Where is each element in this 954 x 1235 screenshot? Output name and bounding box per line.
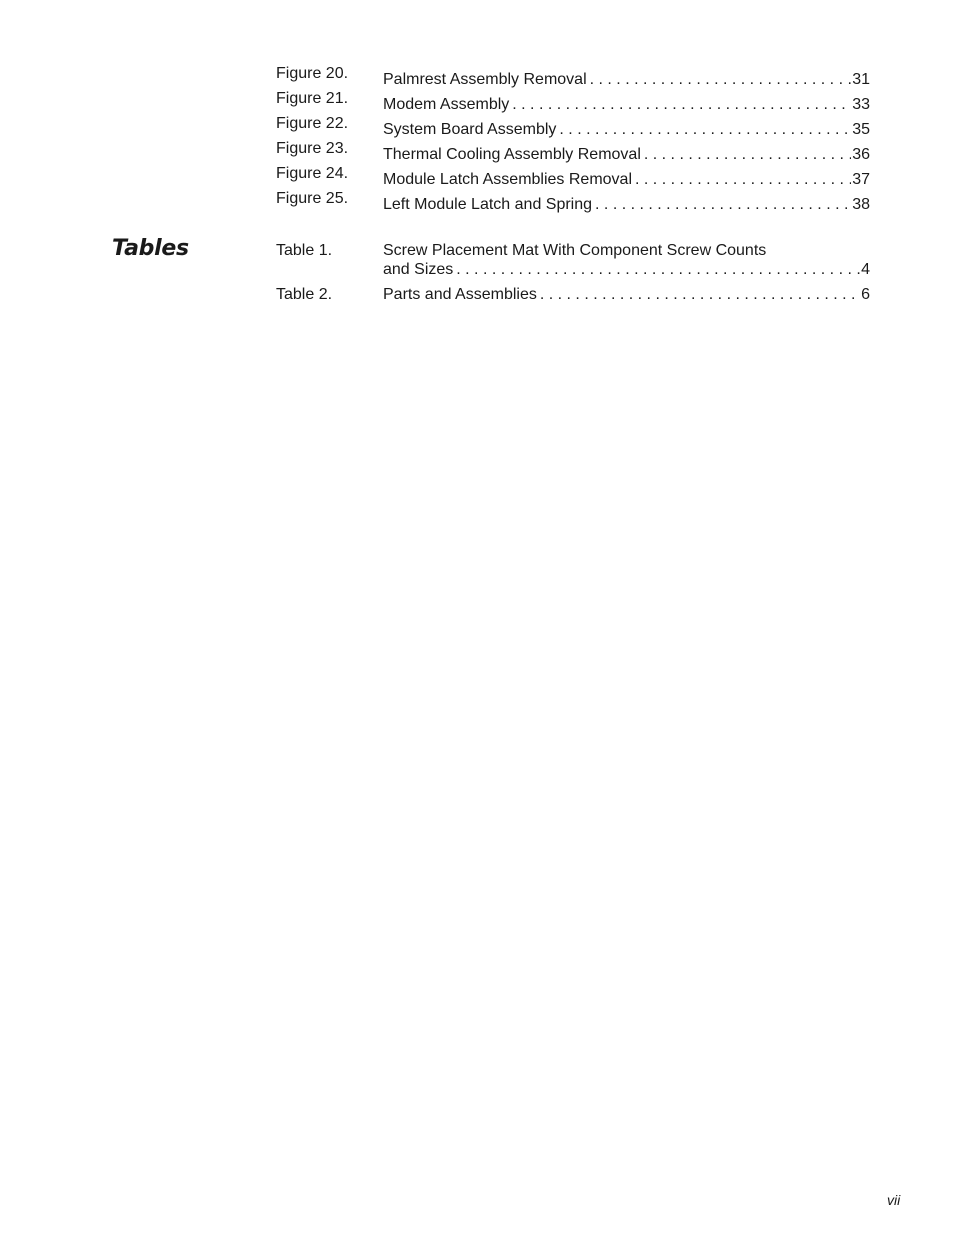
toc-entry-figure-21[interactable] [276, 89, 870, 114]
dot-leader [595, 195, 851, 214]
figures-list [276, 64, 870, 214]
figure-title: Module Latch Assemblies Removal [383, 171, 633, 188]
page-number: 4 [861, 261, 870, 278]
dot-leader [644, 145, 851, 164]
figure-label: Figure 22. [276, 115, 349, 132]
page-number: 33 [852, 96, 870, 113]
toc-entry-figure-22[interactable] [276, 114, 870, 139]
page-number: 31 [852, 71, 870, 88]
toc-entry-table-2[interactable] [276, 285, 870, 304]
page-number: 37 [852, 171, 870, 188]
figure-title: Left Module Latch and Spring [383, 196, 593, 213]
dot-leader [540, 285, 860, 304]
table-title-line-1: Screw Placement Mat With Component Screw Counts [383, 242, 767, 259]
page-number: 36 [852, 146, 870, 163]
toc-entry-figure-25[interactable] [276, 189, 870, 214]
dot-leader [456, 260, 860, 279]
toc-entry-figure-20[interactable] [276, 64, 870, 89]
section-heading-tables: Tables [112, 236, 189, 261]
page-number: 6 [861, 286, 870, 303]
dot-leader [559, 120, 851, 139]
table-label: Table 2. [276, 286, 333, 303]
figure-label: Figure 20. [276, 65, 349, 82]
page-folio: vii [887, 1192, 901, 1208]
page-number: 38 [852, 196, 870, 213]
dot-leader [590, 70, 852, 89]
table-label: Table 1. [276, 242, 333, 259]
figure-label: Figure 25. [276, 190, 349, 207]
figure-title: Thermal Cooling Assembly Removal [383, 146, 641, 163]
dot-leader [512, 95, 851, 114]
table-title: Parts and Assemblies [383, 286, 537, 303]
figure-title: Modem Assembly [383, 96, 510, 113]
toc-entry-table-1[interactable] [276, 241, 870, 279]
figure-title: Palmrest Assembly Removal [383, 71, 587, 88]
figure-label: Figure 21. [276, 90, 349, 107]
toc-entry-figure-23[interactable] [276, 139, 870, 164]
figure-label: Figure 23. [276, 140, 349, 157]
page-number: 35 [852, 121, 870, 138]
figure-title: System Board Assembly [383, 121, 557, 138]
figure-label: Figure 24. [276, 165, 349, 182]
dot-leader [635, 170, 851, 189]
toc-entry-figure-24[interactable] [276, 164, 870, 189]
table-title-line-2: and Sizes [383, 261, 454, 278]
tables-list [276, 241, 870, 310]
